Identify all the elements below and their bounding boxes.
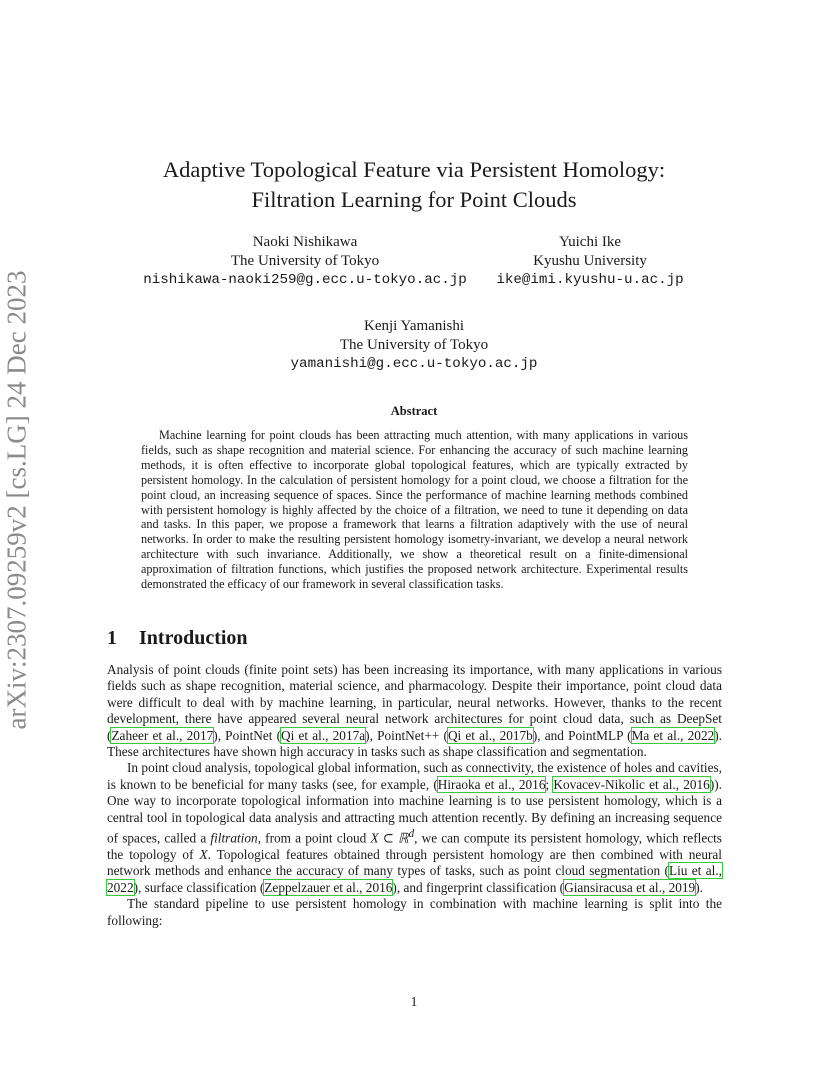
citation-link[interactable]: Liu et al., 2022 [107,863,722,895]
author-affiliation: Kyushu University [533,253,647,269]
author-email[interactable]: yamanishi@g.ecc.u-tokyo.ac.jp [290,356,538,372]
abstract-heading: Abstract [390,404,438,418]
citation-link[interactable]: Zeppelzauer et al., 2016 [264,879,393,895]
text-run: ; [545,776,554,792]
math-superscript: d [408,828,415,841]
citation-link[interactable]: Qi et al., 2017b [447,727,533,743]
citation-link[interactable]: Zaheer et al., 2017 [111,727,214,743]
introduction-body [107,662,722,929]
section-number: 1 [107,627,117,649]
text-run: ), surface classification ( [133,879,265,895]
text-run: ), and fingerprint classification ( [392,879,565,895]
author-affiliation: The University of Tokyo [339,337,489,353]
section-heading [107,627,248,650]
text-run: . Topological features obtained through persistent homology are then combined with neural network methods and enhance the accuracy of many types of tasks, such as point cloud segmentation ( [107,846,723,879]
author-email[interactable]: ike@imi.kyushu-u.ac.jp [496,272,684,288]
title-line-2: Filtration Learning for Point Clouds [251,187,577,212]
author-name: Kenji Yamanishi [363,318,464,334]
author-name: Naoki Nishikawa [252,234,358,250]
author-block-3 [264,317,564,374]
paragraph-3: The standard pipeline to use persistent homology in combination with machine learning is split into the following: [107,896,722,928]
text-run: ), PointNet ( [213,727,282,743]
abstract-text: Machine learning for point clouds has been attracting much attention, with many applications in various fields, such as shape recognition and material science. For enhancing the accuracy of such machine learning methods, it is often effective to incorporate global topological features, which are typically extracted by persistent homology. In the calculation of persistent homology for a point cloud, we choose a filtration for the point cloud, an increasing sequence of spaces. Since the performance of machine learning methods combined with persistent homology is highly affected by the choice of a filtration, we need to tune it depending on data and tasks. In this paper, we propose a framework that learns a filtration adaptively with the use of neural networks. In order to make the resulting persistent homology isometry-invariant, we develop a neural network architecture with such invariance. Additionally, we show a theoretical result on a finite-dimensional approximation of filtration functions, which justifies the proposed network architecture. Experimental results demonstrated the efficacy of our framework in several classification tasks. [141,428,688,592]
text-run: ). [695,879,703,895]
citation-link[interactable]: Ma et al., 2022 [631,727,715,743]
text-run: Analysis of point clouds (finite point sets) has been increasing its importance, with many applications in various fields such as shape recognition, material science, and pharmacology. Despite their importance, point cloud data were difficult to deal with by machine learning, in particular, neural networks. However, thanks to the recent development, there have appeared several neural network architectures for point cloud data, such as DeepSet ( [107,662,722,743]
text-run: ), and PointMLP ( [532,727,632,743]
emphasis: filtration [210,830,258,846]
citation-link[interactable]: Hiraoka et al., 2016 [437,776,546,792]
arxiv-stamp-text: arXiv:2307.09259v2 [cs.LG] 24 Dec 2023 [1,270,32,730]
text-run: , from a point cloud [257,830,371,846]
citation-link[interactable]: Kovacev-Nikolic et al., 2016 [553,776,710,792]
paragraph-2 [107,760,722,896]
text-run: , we can compute its persistent homology, which reflects the topology of [107,830,722,862]
author-affiliation: The University of Tokyo [230,253,380,269]
title-line-1: Adaptive Topological Feature via Persistent Homology: [162,157,666,182]
author-email[interactable]: nishikawa-naoki259@g.ecc.u-tokyo.ac.jp [143,272,467,288]
paper-title [0,155,828,215]
paragraph-1 [107,662,722,760]
text-run: )). One way to incorporate topological information into machine learning is to use persistent homology, which is a central tool in topological data analysis and attracting much attention recently. By defining an increasing sequence of spaces, called a [107,776,722,846]
section-title: Introduction [139,627,248,649]
text-run: In point cloud analysis, topological global information, such as connectivity, the existence of holes and cavities, is known to be beneficial for many tasks (see, for example, ( [107,760,722,792]
math-inline: X ⊂ ℝ [370,830,409,846]
citation-link[interactable]: Giansiracusa et al., 2019 [564,879,696,895]
page-number: 1 [410,994,418,1009]
text-run: ), PointNet++ ( [365,727,448,743]
text-run: ). These architectures have shown high accuracy in tasks such as shape classification and segmentation. [107,727,723,760]
author-name: Yuichi Ike [558,234,622,250]
math-inline: X [199,846,208,862]
author-block-1 [140,233,470,290]
citation-link[interactable]: Qi et al., 2017a [281,727,366,743]
author-block-2 [490,233,690,290]
